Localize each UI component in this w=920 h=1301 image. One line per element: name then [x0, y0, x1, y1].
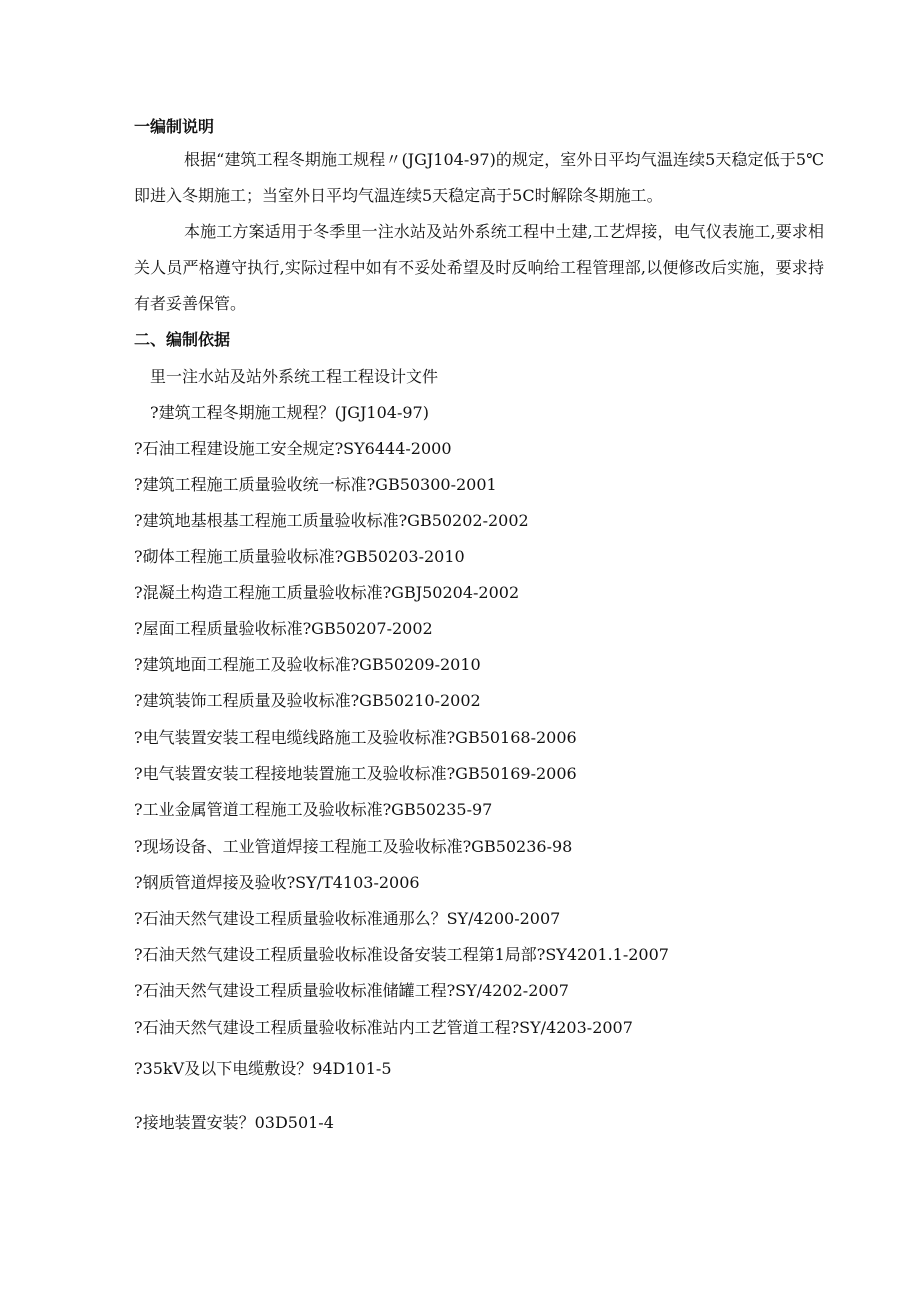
reference-item: ?建筑装饰工程质量及验收标准?GB50210-2002 — [134, 691, 481, 710]
reference-item: ?石油天然气建设工程质量验收标准站内工艺管道工程?SY/4203-2007 — [134, 1018, 633, 1037]
reference-item: ?砌体工程施工质量验收标准?GB50203-2010 — [134, 547, 465, 566]
reference-item: ?石油工程建设施工安全规定?SY6444-2000 — [134, 439, 452, 458]
reference-item: ?35kV及以下电缆敷设？94D101-5 — [134, 1059, 392, 1078]
reference-item: ?建筑地面工程施工及验收标准?GB50209-2010 — [134, 655, 481, 674]
reference-item: ?混凝土构造工程施工质量验收标准?GBJ50204-2002 — [134, 583, 520, 602]
reference-item: ?接地装置安装？03D501-4 — [134, 1113, 334, 1132]
reference-item: ?建筑工程冬期施工规程？(JGJ104-97) — [150, 403, 429, 422]
reference-item: 里一注水站及站外系统工程工程设计文件 — [150, 367, 439, 386]
reference-item: ?电气装置安装工程接地装置施工及验收标准?GB50169-2006 — [134, 764, 577, 783]
section-2-heading: 二、编制依据 — [134, 330, 231, 349]
reference-item: ?电气装置安装工程电缆线路施工及验收标准?GB50168-2006 — [134, 728, 577, 747]
section-1-paragraph: 根据“建筑工程冬期施工规程〃(JGJ104-97)的规定，室外日平均气温连续5天稳定低于5℃即进入冬期施工；当室外日平均气温连续5天稳定高于5C时解除冬期施工。 — [134, 150, 824, 205]
reference-item: ?现场设备、工业管道焊接工程施工及验收标准?GB50236-98 — [134, 837, 573, 856]
reference-item: ?建筑工程施工质量验收统一标准?GB50300-2001 — [134, 475, 497, 494]
reference-item: ?钢质管道焊接及验收?SY/T4103-2006 — [134, 873, 420, 892]
reference-item: ?建筑地基根基工程施工质量验收标准?GB50202-2002 — [134, 511, 529, 530]
reference-item: ?石油天然气建设工程质量验收标准通那么？SY/4200-2007 — [134, 909, 561, 928]
section-1-heading: 一编制说明 — [134, 117, 215, 136]
section-1-paragraph: 本施工方案适用于冬季里一注水站及站外系统工程中土建,工艺焊接，电气仪表施工,要求相关人员严格遵守执行,实际过程中如有不妥处希望及时反响给工程管理部,以便修改后实施，要求持有者妥善保管。 — [134, 222, 824, 313]
reference-item: ?石油天然气建设工程质量验收标准设备安装工程第1局部?SY4201.1-2007 — [134, 945, 669, 964]
reference-item: ?工业金属管道工程施工及验收标准?GB50235-97 — [134, 800, 493, 819]
reference-item: ?石油天然气建设工程质量验收标准储罐工程?SY/4202-2007 — [134, 981, 569, 1000]
reference-item: ?屋面工程质量验收标准?GB50207-2002 — [134, 619, 433, 638]
